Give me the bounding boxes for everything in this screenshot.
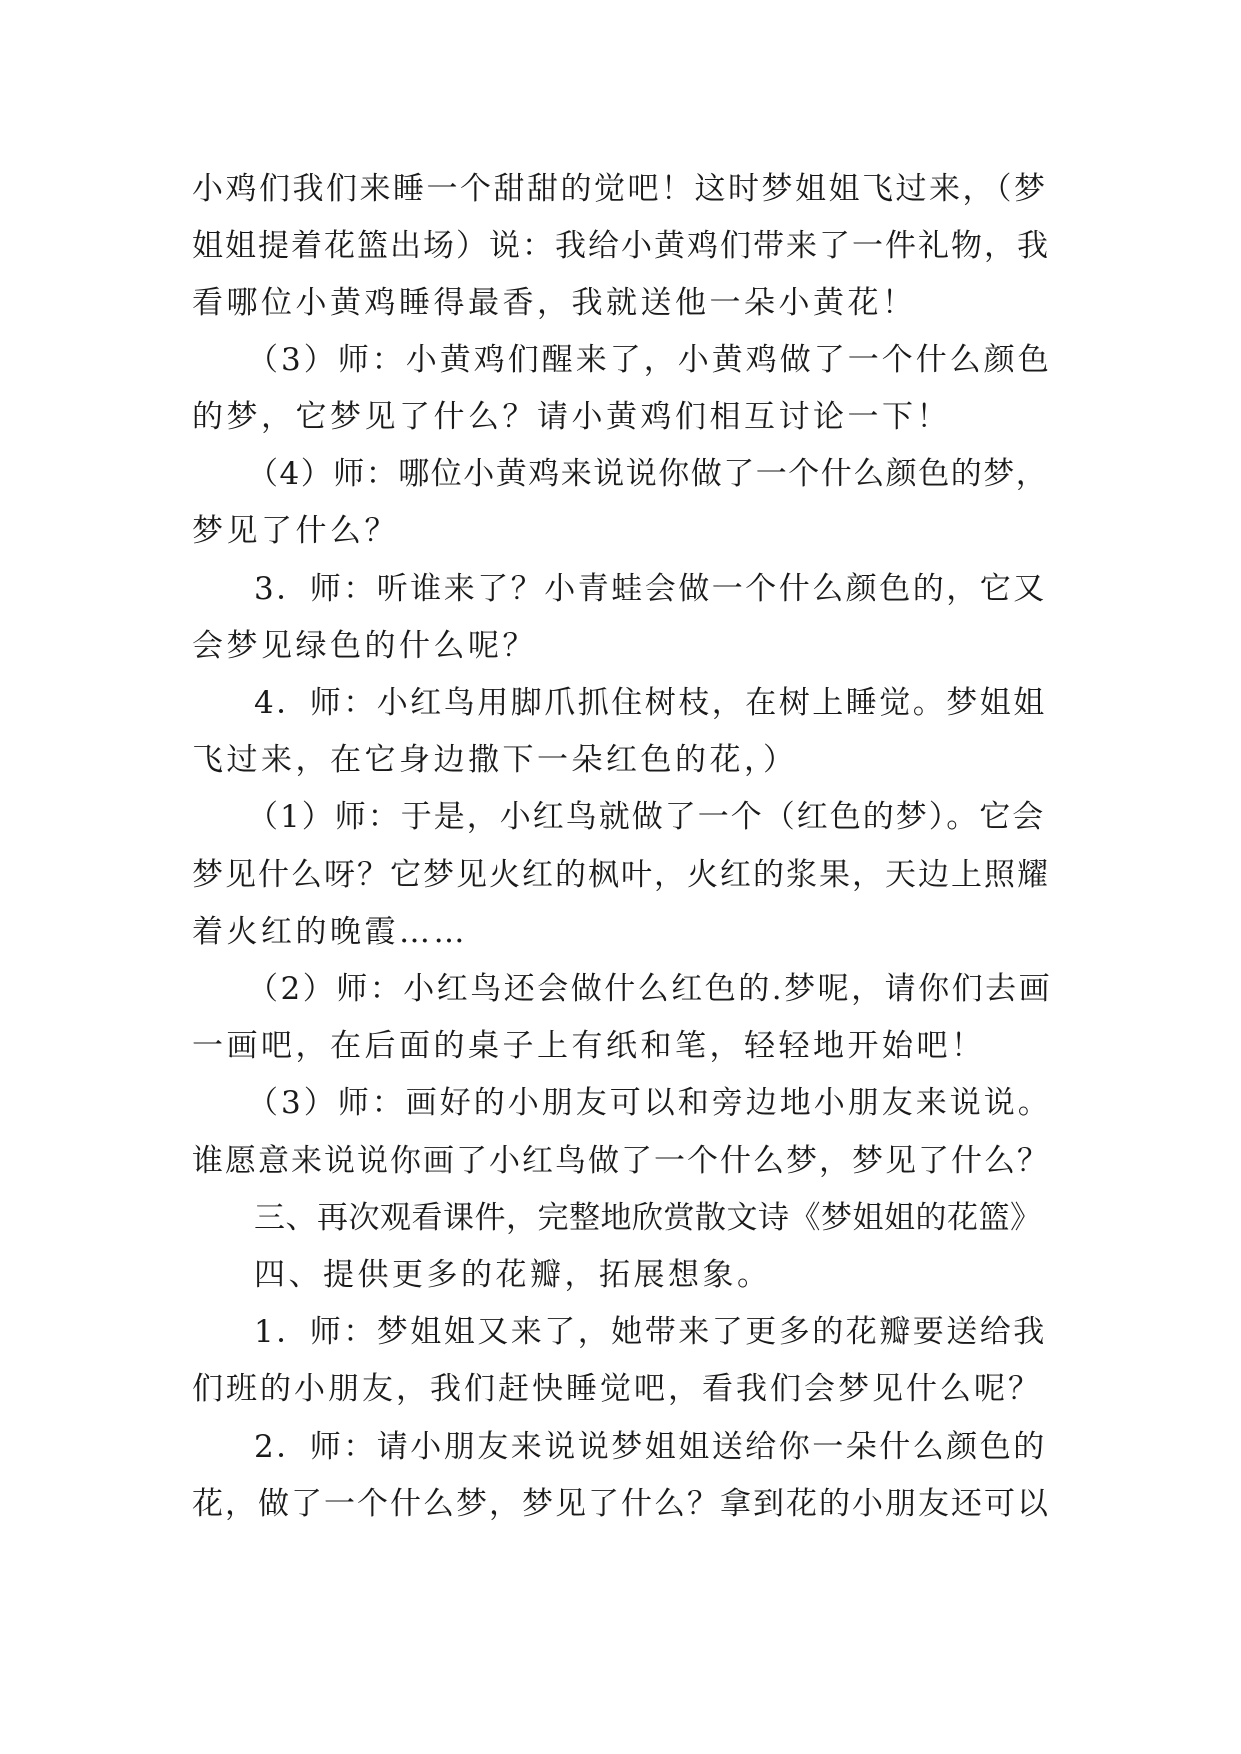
text-line: 的梦，它梦见了什么？请小黄鸡们相互讨论一下！	[192, 399, 951, 435]
text-line: （1）师：于是，小红鸟就做了一个（红色的梦）。它会	[247, 799, 1046, 835]
text-line: 会梦见绿色的什么呢？	[192, 628, 537, 664]
text-line: （4）师：哪位小黄鸡来说说你做了一个什么颜色的梦，	[247, 456, 1049, 492]
text-line: 2．师：请小朋友来说说梦姐姐送给你一朵什么颜色的	[254, 1429, 1047, 1465]
text-line: 花，做了一个什么梦，梦见了什么？拿到花的小朋友还可以	[192, 1486, 1050, 1522]
text-line: （3）师：小黄鸡们醒来了，小黄鸡做了一个什么颜色	[247, 342, 1052, 378]
text-line: 看哪位小黄鸡睡得最香，我就送他一朵小黄花！	[192, 285, 917, 321]
text-line: （2）师：小红鸟还会做什么红色的.梦呢，请你们去画	[247, 971, 1053, 1007]
text-line: （3）师：画好的小朋友可以和旁边地小朋友来说说。	[247, 1085, 1052, 1121]
text-line: 姐姐提着花篮出场）说：我给小黄鸡们带来了一件礼物，我	[192, 228, 1050, 264]
text-line: 们班的小朋友，我们赶快睡觉吧，看我们会梦见什么呢？	[192, 1371, 1042, 1407]
text-line: 梦见什么呀？它梦见火红的枫叶，火红的浆果，天边上照耀	[192, 857, 1050, 893]
text-line: 梦见了什么？	[192, 513, 399, 549]
text-line: 1．师：梦姐姐又来了，她带来了更多的花瓣要送给我	[254, 1314, 1047, 1350]
text-line: 小鸡们我们来睡一个甜甜的觉吧！这时梦姐姐飞过来，（梦	[192, 171, 1048, 207]
text-line: 着火红的晚霞……	[192, 914, 468, 950]
text-line: 一画吧，在后面的桌子上有纸和笔，轻轻地开始吧！	[192, 1028, 986, 1064]
text-line: 3．师：听谁来了？小青蛙会做一个什么颜色的，它又	[254, 571, 1047, 607]
text-line: 4．师：小红鸟用脚爪抓住树枝，在树上睡觉。梦姐姐	[254, 685, 1047, 721]
text-line: 四、提供更多的花瓣，拓展想象。	[254, 1257, 772, 1293]
text-line: 三、再次观看课件，完整地欣赏散文诗《梦姐姐的花篮》	[254, 1200, 1042, 1236]
text-line: 飞过来，在它身边撒下一朵红色的花，）	[192, 742, 798, 778]
text-line: 谁愿意来说说你画了小红鸟做了一个什么梦，梦见了什么？	[192, 1143, 1050, 1179]
